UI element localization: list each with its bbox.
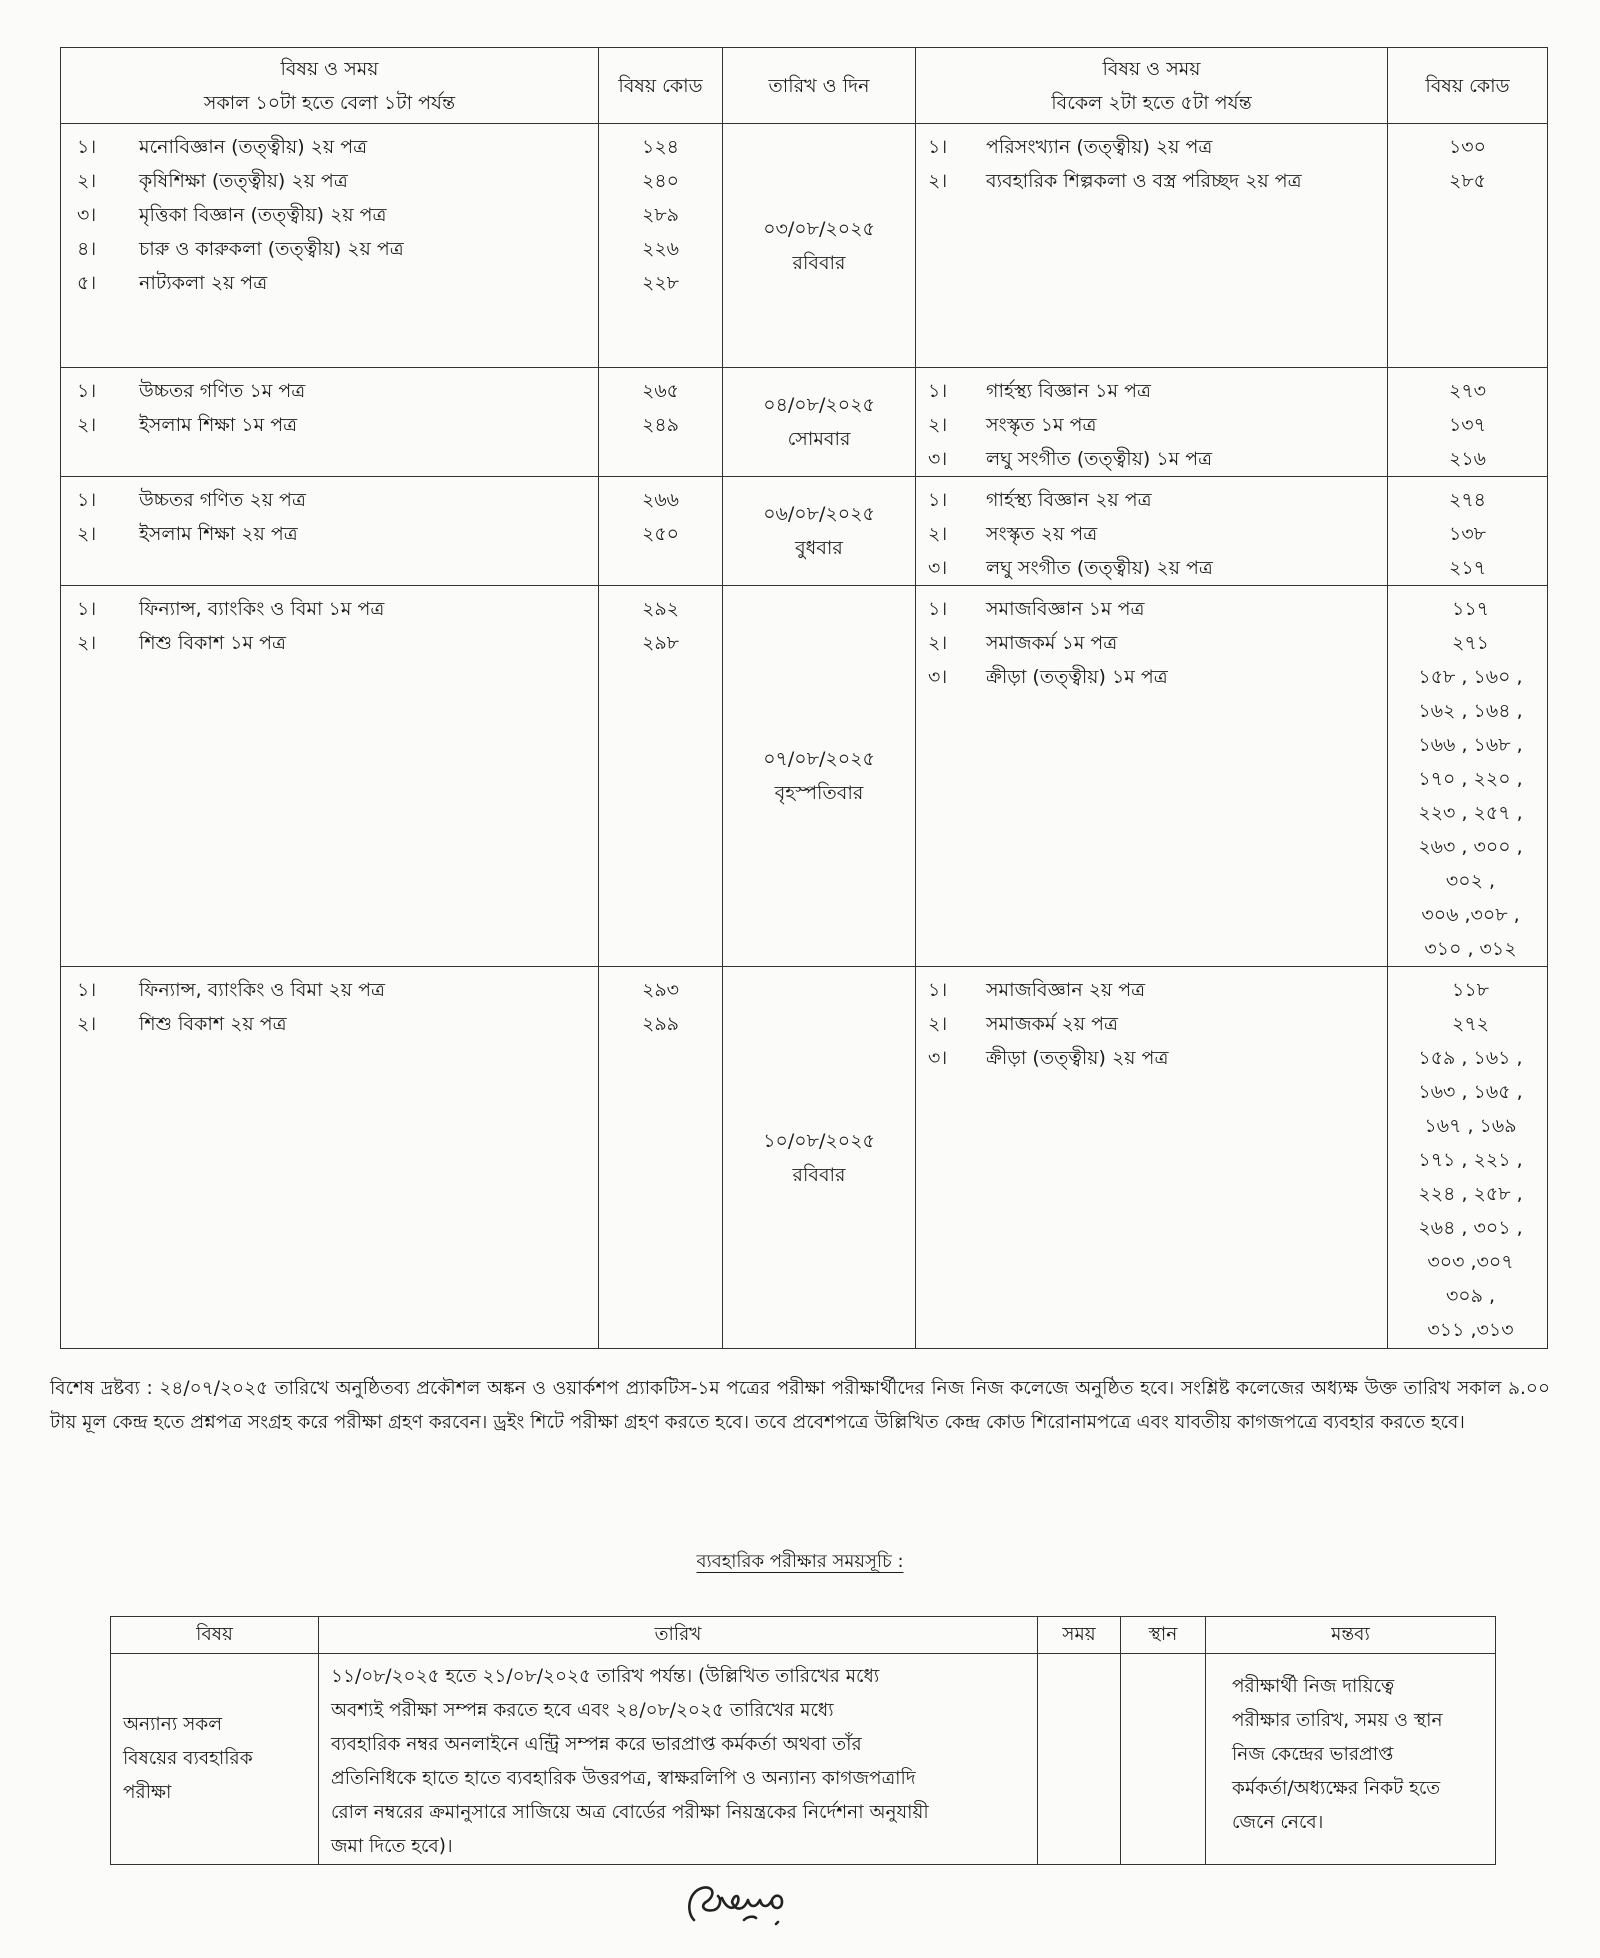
- subject-code: ২৭১: [1451, 632, 1490, 654]
- subject-name: ইসলাম শিক্ষা ১ম পত্র: [139, 414, 298, 436]
- subject-code: ১২৪: [641, 136, 679, 158]
- practical-header-time: সময়: [1038, 1617, 1121, 1654]
- subject-code: ২৮৫: [1448, 170, 1486, 192]
- schedule-row: [61, 967, 1548, 1349]
- exam-day: বৃহস্পতিবার: [774, 782, 864, 804]
- subject-name: উচ্চতর গণিত ২য় পত্র: [139, 489, 306, 511]
- subject-code: ১৩৭: [1448, 414, 1487, 436]
- subject-number: ২।: [77, 632, 97, 654]
- subject-item: [61, 1007, 598, 1041]
- subject-name: পরিসংখ্যান (তত্ত্বীয়) ২য় পত্র: [986, 136, 1213, 158]
- practical-remark-line: কর্মকর্তা/অধ্যক্ষের নিকট হতে: [1232, 1778, 1441, 1799]
- afternoon-codes-cell: [1388, 368, 1548, 477]
- subject-code: ১৫৯ , ১৬১ ,: [1418, 1047, 1523, 1069]
- subject-item: [916, 551, 1387, 585]
- date-cell: [723, 586, 916, 967]
- schedule-header-row: [61, 48, 1548, 124]
- practical-date-cell: [319, 1654, 1038, 1865]
- header-code-2: বিষয় কোড: [1388, 48, 1548, 124]
- subject-number: ২।: [928, 523, 948, 545]
- subject-name: শিশু বিকাশ ২য় পত্র: [139, 1013, 287, 1035]
- exam-date: ০৬/০৮/২০২৫: [763, 503, 875, 525]
- subject-number: ১।: [77, 380, 97, 402]
- subject-number: ১।: [928, 979, 948, 1001]
- subject-code: ২৬৬: [641, 489, 680, 511]
- subject-name: ক্রীড়া (তত্ত্বীয়) ২য় পত্র: [986, 1047, 1169, 1069]
- subject-number: ১।: [928, 380, 948, 402]
- practical-remark-line: পরীক্ষার তারিখ, সময় ও স্থান: [1232, 1710, 1443, 1731]
- subject-item: [916, 517, 1387, 551]
- exam-day: বুধবার: [795, 537, 843, 559]
- subject-name: কৃষিশিক্ষা (তত্ত্বীয়) ২য় পত্র: [139, 170, 348, 192]
- subject-name: উচ্চতর গণিত ১ম পত্র: [139, 380, 306, 402]
- subject-name: শিশু বিকাশ ১ম পত্র: [139, 632, 286, 654]
- morning-subjects-cell: [61, 477, 599, 586]
- subject-number: ২।: [77, 414, 97, 436]
- schedule-row: [61, 124, 1548, 368]
- practical-schedule-table: [110, 1616, 1496, 1865]
- subject-number: ২।: [928, 1013, 948, 1035]
- subject-code: ২১৬: [1448, 448, 1487, 470]
- practical-header-subject: বিষয়: [111, 1617, 319, 1654]
- subject-number: ১।: [928, 489, 948, 511]
- subject-number: ২।: [928, 170, 948, 192]
- afternoon-subjects-cell: [916, 368, 1388, 477]
- subject-number: ৩।: [928, 1047, 948, 1069]
- subject-item: [916, 592, 1387, 626]
- exam-date: ০৭/০৮/২০২৫: [763, 748, 875, 770]
- subject-code: ২৬৫: [641, 380, 680, 402]
- subject-item: [916, 626, 1387, 660]
- subject-item: [61, 517, 598, 551]
- subject-code: ১৬৩ , ১৬৫ ,: [1418, 1081, 1523, 1103]
- practical-subject-line: বিষয়ের ব্যবহারিক: [123, 1748, 253, 1769]
- subject-number: ৪।: [77, 238, 97, 260]
- subject-code: ২৫০: [641, 523, 680, 545]
- subject-code: ২৪০: [641, 170, 680, 192]
- subject-name: ইসলাম শিক্ষা ২য় পত্র: [139, 523, 298, 545]
- subject-name: নাট্যকলা ২য় পত্র: [139, 272, 268, 294]
- subject-item: [61, 130, 598, 164]
- practical-date-line: ১১/০৮/২০২৫ হতে ২১/০৮/২০২৫ তারিখ পর্যন্ত। (উল্লিখিত তারিখের মধ্যে: [331, 1666, 880, 1687]
- subject-item: [916, 164, 1387, 198]
- afternoon-subjects-cell: [916, 586, 1388, 967]
- subject-item: [61, 483, 598, 517]
- exam-date: ০৩/০৮/২০২৫: [763, 217, 875, 240]
- practical-row: [111, 1654, 1496, 1865]
- subject-item: [61, 232, 598, 266]
- subject-code: ৩১১ ,৩১৩: [1427, 1319, 1514, 1341]
- morning-subjects-cell: [61, 368, 599, 477]
- subject-name: সংস্কৃত ১ম পত্র: [986, 414, 1097, 436]
- header-code-1: বিষয় কোড: [599, 48, 723, 124]
- subject-code: ৩০৩ ,৩০৭: [1427, 1251, 1514, 1273]
- subject-name: ফিন্যান্স, ব্যাংকিং ও বিমা ১ম পত্র: [139, 598, 385, 620]
- subject-code: ২৯২: [641, 598, 680, 620]
- subject-name: ক্রীড়া (তত্ত্বীয়) ১ম পত্র: [986, 666, 1168, 688]
- subject-code: ২২৮: [641, 272, 680, 294]
- header-afternoon-label: বিষয় ও সময়: [1102, 57, 1201, 80]
- morning-codes-cell: [599, 368, 723, 477]
- morning-codes-cell: [599, 124, 723, 368]
- schedule-row: [61, 586, 1548, 967]
- subject-number: ১।: [77, 489, 97, 511]
- subject-name: মনোবিজ্ঞান (তত্ত্বীয়) ২য় পত্র: [139, 136, 368, 158]
- practical-remark-line: পরীক্ষার্থী নিজ দায়িত্বে: [1232, 1676, 1395, 1697]
- subject-code: ৩১০ , ৩১২: [1424, 938, 1517, 960]
- subject-number: ২।: [77, 170, 97, 192]
- subject-code: ১৫৮ , ১৬০ ,: [1418, 666, 1523, 688]
- practical-header-date: তারিখ: [319, 1617, 1038, 1654]
- subject-item: [916, 442, 1387, 476]
- date-cell: [723, 967, 916, 1349]
- practical-subject-cell: [111, 1654, 319, 1865]
- subject-number: ৩।: [77, 204, 97, 226]
- subject-code: ২৪৯: [641, 414, 679, 436]
- exam-day: রবিবার: [792, 1163, 846, 1186]
- afternoon-codes-cell: [1388, 967, 1548, 1349]
- subject-name: সমাজকর্ম ১ম পত্র: [986, 632, 1118, 654]
- subject-number: ১।: [928, 136, 948, 158]
- subject-number: ৫।: [77, 272, 97, 294]
- subject-code: ২৯৩: [641, 979, 680, 1001]
- subject-item: [916, 973, 1387, 1007]
- practical-date-line: ব্যবহারিক নম্বর অনলাইনে এন্ট্রি সম্পন্ন করে ভারপ্রাপ্ত কর্মকর্তা অথবা তাঁর: [331, 1734, 862, 1755]
- practical-place-cell: [1121, 1654, 1206, 1865]
- morning-subjects-cell: [61, 586, 599, 967]
- practical-time-cell: [1038, 1654, 1121, 1865]
- subject-code: ২৯৮: [641, 632, 679, 654]
- subject-item: [916, 130, 1387, 164]
- morning-codes-cell: [599, 477, 723, 586]
- subject-number: ২।: [77, 523, 97, 545]
- subject-number: ১।: [77, 598, 97, 620]
- subject-code: ২২৪ , ২৫৮ ,: [1418, 1183, 1523, 1205]
- practical-header-row: [111, 1617, 1496, 1654]
- exam-day: রবিবার: [792, 251, 846, 274]
- practical-header-place: স্থান: [1121, 1617, 1206, 1654]
- subject-number: ২।: [77, 1013, 97, 1035]
- subject-code: ২৬৩ , ৩০০ ,: [1418, 836, 1523, 858]
- schedule-row: [61, 477, 1548, 586]
- subject-name: ব্যবহারিক শিল্পকলা ও বস্ত্র পরিচ্ছদ ২য় পত্র: [986, 170, 1302, 192]
- afternoon-subjects-cell: [916, 477, 1388, 586]
- subject-item: [916, 660, 1387, 694]
- practical-remarks-cell: [1206, 1654, 1496, 1865]
- subject-number: ৩।: [928, 448, 948, 470]
- date-cell: [723, 368, 916, 477]
- practical-date-line: অবশ্যই পরীক্ষা সম্পন্ন করতে হবে এবং ২৪/০৮/২০২৫ তারিখের মধ্যে: [331, 1700, 834, 1721]
- subject-code: ৩০৯ ,: [1445, 1285, 1496, 1307]
- subject-code: ৩০৬ ,৩০৮ ,: [1421, 904, 1520, 926]
- schedule-row: [61, 368, 1548, 477]
- subject-name: লঘু সংগীত (তত্ত্বীয়) ১ম পত্র: [986, 448, 1213, 470]
- subject-name: লঘু সংগীত (তত্ত্বীয়) ২য় পত্র: [986, 557, 1213, 579]
- practical-subject-line: অন্যান্য সকল: [123, 1714, 223, 1735]
- morning-codes-cell: [599, 967, 723, 1349]
- subject-number: ৩।: [928, 666, 948, 688]
- practical-schedule-title: [0, 1547, 1600, 1578]
- subject-code: ২১৭: [1448, 557, 1487, 579]
- header-morning-time: সকাল ১০টা হতে বেলা ১টা পর্যন্ত: [203, 91, 456, 114]
- subject-code: ২২৬: [641, 238, 680, 260]
- practical-title-text: ব্যবহারিক পরীক্ষার সময়সূচি :: [696, 1551, 904, 1572]
- header-date: তারিখ ও দিন: [723, 48, 916, 124]
- subject-code: ৩০২ ,: [1445, 870, 1496, 892]
- subject-number: ১।: [77, 136, 97, 158]
- subject-name: মৃত্তিকা বিজ্ঞান (তত্ত্বীয়) ২য় পত্র: [139, 204, 387, 226]
- subject-item: [61, 408, 598, 442]
- subject-item: [916, 1007, 1387, 1041]
- date-cell: [723, 124, 916, 368]
- subject-code: ১৬৬ , ১৬৮ ,: [1418, 734, 1523, 756]
- header-afternoon-subject: [916, 48, 1388, 124]
- subject-code: ১৬২ , ১৬৪ ,: [1418, 700, 1523, 722]
- header-morning-subject: [61, 48, 599, 124]
- subject-item: [61, 164, 598, 198]
- subject-item: [61, 266, 598, 300]
- subject-item: [916, 483, 1387, 517]
- practical-header-remarks: মন্তব্য: [1206, 1617, 1496, 1654]
- afternoon-subjects-cell: [916, 967, 1388, 1349]
- subject-item: [61, 198, 598, 232]
- subject-item: [61, 973, 598, 1007]
- afternoon-codes-cell: [1388, 586, 1548, 967]
- practical-subject-line: পরীক্ষা: [123, 1782, 172, 1803]
- subject-code: ২৯৯: [641, 1013, 679, 1035]
- exam-date: ১০/০৮/২০২৫: [763, 1129, 875, 1152]
- subject-name: গার্হস্থ্য বিজ্ঞান ২য় পত্র: [986, 489, 1152, 511]
- subject-code: ১১৭: [1451, 598, 1489, 620]
- practical-date-line: প্রতিনিধিকে হাতে হাতে ব্যবহারিক উত্তরপত্র, স্বাক্ষরলিপি ও অন্যান্য কাগজপত্রাদি: [331, 1768, 916, 1789]
- afternoon-subjects-cell: [916, 124, 1388, 368]
- subject-code: ১৭১ , ২২১ ,: [1418, 1149, 1523, 1171]
- practical-date-line: জমা দিতে হবে)।: [331, 1836, 453, 1857]
- subject-name: চারু ও কারুকলা (তত্ত্বীয়) ২য় পত্র: [139, 238, 404, 260]
- subject-code: ১১৮: [1452, 979, 1489, 1001]
- subject-number: ১।: [928, 598, 948, 620]
- subject-code: ১৭০ , ২২০ ,: [1418, 768, 1523, 790]
- subject-item: [61, 374, 598, 408]
- subject-code: ২৭২: [1451, 1013, 1490, 1035]
- practical-date-line: রোল নম্বরের ক্রমানুসারে সাজিয়ে অত্র বোর্ডের পরীক্ষা নিয়ন্ত্রকের নির্দেশনা অনুযায়ী: [331, 1802, 929, 1823]
- practical-remark-line: জেনে নেবে।: [1232, 1812, 1324, 1833]
- subject-code: ১৩০: [1448, 136, 1487, 158]
- subject-code: ২২৩ , ২৫৭ ,: [1418, 802, 1523, 824]
- subject-code: ২৭৩: [1448, 380, 1487, 402]
- header-morning-label: বিষয় ও সময়: [280, 57, 379, 80]
- header-afternoon-time: বিকেল ২টা হতে ৫টা পর্যন্ত: [1051, 91, 1252, 114]
- subject-name: সমাজবিজ্ঞান ১ম পত্র: [986, 598, 1145, 620]
- subject-code: ২৬৪ , ৩০১ ,: [1418, 1217, 1523, 1239]
- exam-day: সোমবার: [787, 428, 851, 450]
- subject-number: ১।: [77, 979, 97, 1001]
- date-cell: [723, 477, 916, 586]
- signature-icon: [664, 1872, 864, 1932]
- practical-remark-line: নিজ কেন্দ্রের ভারপ্রাপ্ত: [1232, 1744, 1394, 1765]
- morning-subjects-cell: [61, 967, 599, 1349]
- subject-item: [916, 1041, 1387, 1075]
- subject-name: ফিন্যান্স, ব্যাংকিং ও বিমা ২য় পত্র: [139, 979, 386, 1001]
- subject-item: [61, 592, 598, 626]
- subject-name: সংস্কৃত ২য় পত্র: [986, 523, 1098, 545]
- subject-code: ২৮৯: [641, 204, 679, 226]
- subject-number: ৩।: [928, 557, 948, 579]
- subject-code: ১৬৭ , ১৬৯: [1424, 1115, 1517, 1137]
- exam-date: ০৪/০৮/২০২৫: [763, 394, 875, 416]
- subject-name: সমাজকর্ম ২য় পত্র: [986, 1013, 1118, 1035]
- subject-number: ২।: [928, 632, 948, 654]
- exam-schedule-table: [60, 47, 1548, 1349]
- afternoon-codes-cell: [1388, 477, 1548, 586]
- subject-item: [61, 626, 598, 660]
- subject-code: ১৩৮: [1448, 523, 1486, 545]
- morning-codes-cell: [599, 586, 723, 967]
- subject-code: ২৭৪: [1448, 489, 1487, 511]
- special-note: বিশেষ দ্রষ্টব্য : ২৪/০৭/২০২৫ তারিখে অনুষ্ঠিতব্য প্রকৌশল অঙ্কন ও ওয়ার্কশপ প্র্যাকটিস-১ম পত্রের পরীক্ষা পরীক্ষার্থীদের নিজ নিজ কলেজে অনুষ্ঠিত হবে। সংশ্লিষ্ট কলেজের অধ্যক্ষ উক্ত তারিখ সকাল ৯.০০ টায় মূল কেন্দ্র হতে প্রশ্নপত্র সংগ্রহ করে পরীক্ষা গ্রহণ করবেন। ড্রইং শিটে পরীক্ষা গ্রহণ করতে হবে। তবে প্রবেশপত্রে উল্লিখিত কেন্দ্র কোড শিরোনামপত্রে এবং যাবতীয় কাগজপত্রে ব্যবহার করতে হবে।: [50, 1378, 1550, 1433]
- subject-number: ২।: [928, 414, 948, 436]
- subject-item: [916, 408, 1387, 442]
- afternoon-codes-cell: [1388, 124, 1548, 368]
- subject-name: সমাজবিজ্ঞান ২য় পত্র: [986, 979, 1146, 1001]
- subject-item: [916, 374, 1387, 408]
- subject-name: গার্হস্থ্য বিজ্ঞান ১ম পত্র: [986, 380, 1151, 402]
- morning-subjects-cell: [61, 124, 599, 368]
